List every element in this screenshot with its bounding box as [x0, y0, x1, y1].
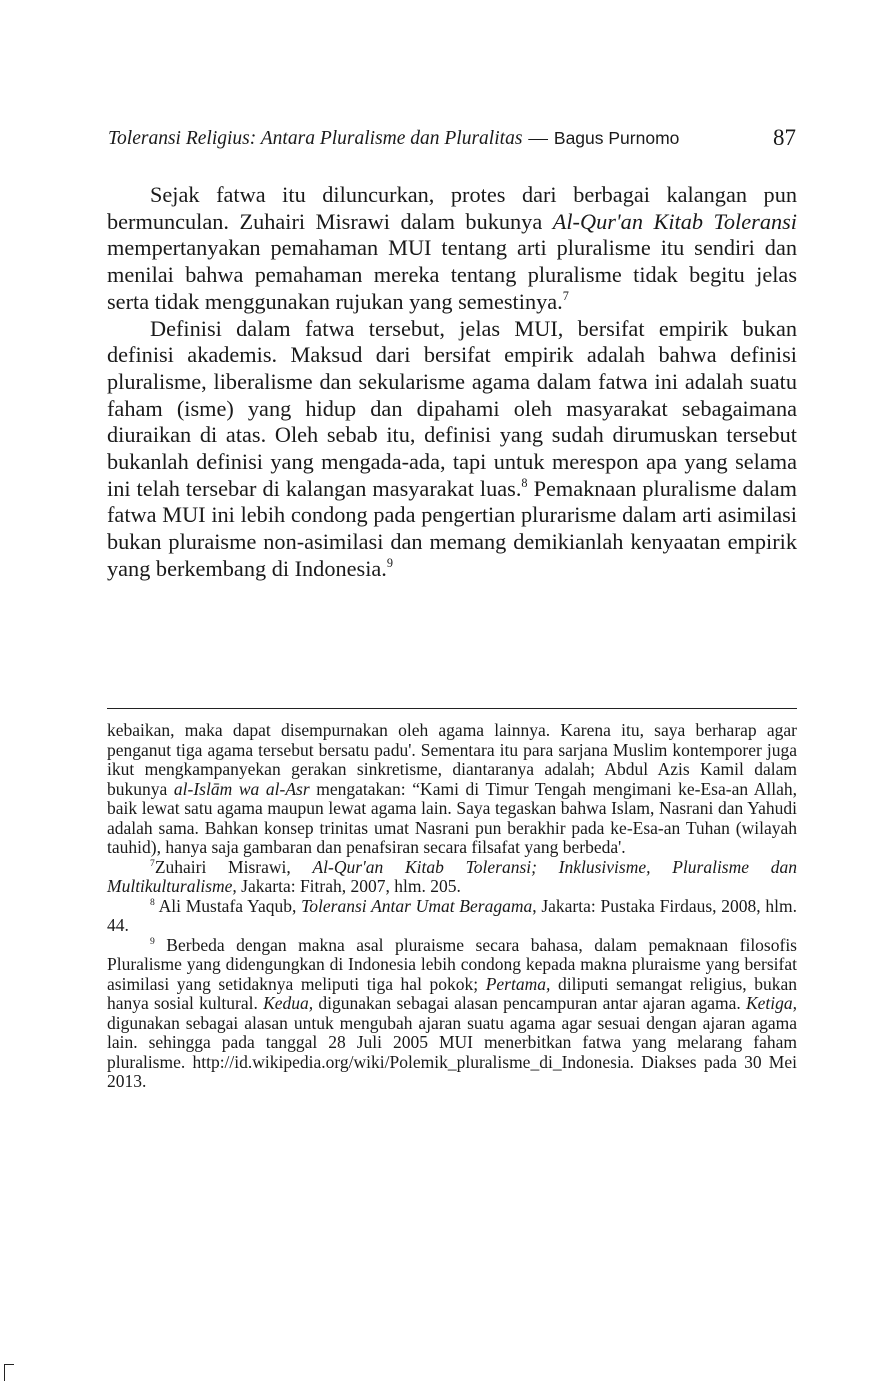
footnote-7-text-a: Zuhairi Misrawi,	[154, 856, 313, 877]
footnote-9-text-b: diliputi semangat religius, bukan hanya sosial kultural.	[107, 973, 797, 1013]
page-number: 87	[773, 125, 796, 150]
footnote-continuation	[107, 721, 797, 858]
footnote-8-text-b: , Jakarta: Pustaka Firdaus, 2008, hlm. 44.	[107, 895, 798, 935]
footnote-divider	[107, 708, 797, 709]
book-title-al-quran: Al-Qur'an Kitab Toleransi	[552, 208, 797, 234]
footnote-continuation-text-a: kebaikan, maka dapat disempurnakan oleh agama lainnya. Karena itu, saya berharap agar penganut tiga agama tersebut bersatu padu'. Sementara itu para sarjana Muslim kontemporer juga ikut mengkampanyekan gerakan sinkretisme, diantaranya adalah; Abdul Azis Kamil dalam bukunya	[107, 720, 797, 799]
book-title-al-islam: al-Islām wa al-Asr	[173, 778, 310, 799]
footnote-9-text-d: digunakan sebagai alasan untuk mengubah ajaran suatu agama agar sesuai dengan ajaran agama lain. sehingga pada tanggal 28 Juli 2005 MUI menerbitkan fatwa yang melarang faham pluralisme.	[107, 1012, 797, 1072]
header-author: Bagus Purnomo	[553, 128, 680, 148]
footnote-9-text-e: Diakses pada 30 Mei 2013.	[107, 1051, 797, 1091]
footnote-ref-9[interactable]: 9	[386, 555, 393, 570]
footnote-ref-8[interactable]: 8	[521, 475, 528, 490]
footnote-9-kedua: Kedua,	[263, 993, 314, 1013]
footnote-8-text-a: Ali Mustafa Yaqub,	[154, 895, 302, 916]
footnote-ref-7[interactable]: 7	[562, 288, 569, 303]
footnote-9-number: 9	[150, 935, 155, 947]
paragraph-2	[107, 316, 797, 583]
footnote-9	[107, 936, 797, 1092]
footnote-7-book: Al-Qur'an Kitab Toleransi; Inklusivisme, Pluralisme dan Multikulturalisme,	[107, 856, 797, 896]
wikipedia-link[interactable]: http://id.wikipedia.org/wiki/Polemik_pluralisme_di_Indonesia.	[192, 1051, 634, 1072]
paragraph-1-text-a: Sejak fatwa itu diluncurkan, protes dari berbagai kalangan pun bermunculan. Zuhairi Misrawi dalam bukunya	[107, 182, 797, 234]
footnote-8-book: Toleransi Antar Umat Beragama	[301, 895, 533, 916]
footnote-9-text-c: digunakan sebagai alasan pencampuran antar ajaran agama.	[313, 993, 746, 1013]
paragraph-1	[107, 182, 797, 316]
footnote-7	[107, 858, 797, 897]
footnote-9-text-a: Berbeda dengan makna asal pluraisme secara bahasa, dalam pemaknaan filosofis Pluralisme yang didengungkan di Indonesia lebih condong kepada makna pluraisme yang bersifat asimilasi yang setidaknya meliputi tiga hal pokok;	[107, 934, 797, 994]
footnote-continuation-text-b: mengatakan: “Kami di Timur Tengah mengimani ke-Esa-an Allah, baik lewat satu agama maupun lewat agama lain. Saya tegaskan bahwa Islam, Nasrani dan Yahudi adalah sama. Bahkan konsep trinitas umat Nasrani pun berakhir pada ke-Esa-an Tuhan (wilayah tauhid), hanya saja gambaran dan penafsiran secara filsafat yang berbeda'.	[107, 778, 797, 857]
running-header	[108, 124, 796, 152]
header-separator: —	[528, 128, 548, 149]
header-title: Toleransi Religius: Antara Pluralisme dan Pluralitas	[108, 128, 523, 149]
main-text	[107, 182, 797, 583]
footnote-9-pertama: Pertama,	[485, 973, 551, 994]
footnote-8-number: 8	[150, 896, 155, 908]
footnote-7-number: 7	[150, 857, 155, 869]
footnote-8	[107, 897, 797, 936]
paragraph-2-text-a: Definisi dalam fatwa tersebut, jelas MUI, bersifat empirik bukan definisi akademis. Maksud dari bersifat empirik adalah bahwa definisi pluralisme, liberalisme dan sekularisme agama dalam fatwa ini adalah suatu faham (isme) yang hidup dan dipahami oleh masyarakat sebagaimana diuraikan di atas. Oleh sebab itu, definisi yang sudah dirumuskan tersebut bukanlah definisi yang mengada-ada, tapi untuk merespon apa yang selama ini telah tersebar di kalangan masyarakat luas.	[107, 315, 797, 501]
paragraph-1-text-b: mempertanyakan pemahaman MUI tentang arti pluralisme itu sendiri dan menilai bahwa pemahaman mereka tentang pluralisme tidak begitu jelas serta tidak menggunakan rujukan yang semestinya.	[107, 235, 797, 314]
paragraph-2-text-b: Pemaknaan pluralisme dalam fatwa MUI ini lebih condong pada pengertian plurarisme dalam arti asimilasi bukan pluraisme non-asimilasi dan memang demikianlah kenyaatan empirik yang berkembang di Indonesia.	[107, 475, 797, 581]
footnotes	[107, 721, 797, 1092]
footnote-9-ketiga: Ketiga,	[745, 993, 797, 1013]
footnote-7-text-b: Jakarta: Fitrah, 2007, hlm. 205.	[236, 876, 461, 896]
crop-mark	[4, 1364, 14, 1381]
